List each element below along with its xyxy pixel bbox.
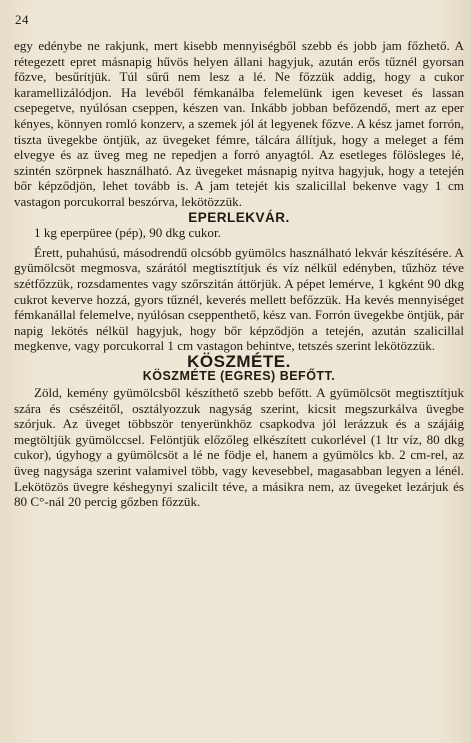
koszmete-heading: KÖSZMÉTE. (187, 351, 291, 371)
eperlekvar-heading: EPERLEKVÁR. (188, 209, 290, 225)
page-body (14, 38, 464, 510)
page-number: 24 (15, 12, 29, 27)
koszmete-befott-paragraph: Zöld, kemény gyümölcsből készíthető szebb befőtt. A gyümölcsöt megtisztítjuk szára és csészéitől, osztályozzuk nagyság szerint, kicsit megszurkálva üvegbe szórjuk. Az üveget többször tenyerünkhöz csapkodva jól lerázzuk és a szájáig megtöltjük gyümölccsel. Felöntjük előzőleg elkészített cukorlével (1 ltr víz, 80 dkg cukor), úgyhogy a gyümölcsöt a lé ne födje el, hanem a gyümölcs kb. 2 cm-rel, az üveg nagysága szerint valamivel több, vagy kevesebbel, magasabban legyen a lénél. Lekötözös üvegre késhegynyi szalicilt téve, a másikra nem, az üvegeket lezárjuk és 80 C°-nál 20 percig gőzben főzzük. (14, 385, 464, 510)
eperlekvar-paragraph: Érett, puhahúsú, másodrendű olcsóbb gyümölcs használható lekvár készítésére. A gyümölcsöt megmosva, szárától megtisztítjuk és víz nélkül edényben, tűzhöz téve szétfőzzük, rozsdamentes vagy szőrszitán áttörjük. A pépet lemérve, 1 kgként 90 dkg cukrot keverve hozzá, gyors tűznél, keverés mellett befőzzük. Ha kevés mennyiséget fémkanállal felemelve, nyúlósan cseppenthető, kész van. Forrón üvegekbe öntjük, pár napig lekötés nélkül hagyjuk, hogy bőr képződjön a tetején, azután szalicillal megkenve, vagy porcukorral 1 cm vastagon behintve, tetszés szerint lekötözzük. (14, 244, 464, 354)
eperlekvar-ingredients: 1 kg eperpüree (pép), 90 dkg cukor. (34, 225, 221, 241)
intro-paragraph: egy edénybe ne rakjunk, mert kisebb mennyiségből szebb és jobb jam főzhető. A rétegezett epret másnapig hűvös helyen állani hagyjuk, azután erős tűznél gyorsan főzve, besűrítjük. Túl sűrű nem lesz a lé. Ne főzzük addig, hogy a cukor karamellizálódjon. Ha levéből fémkanálba felemelünk igen keveset és lassan csepegetve, nyúlósan cseppen, készen van. Inkább jobban befőzendő, mert az eper kényes, könnyen romló konzerv, a szemek jól át legyenek főzve. A kész jamet forrón, tiszta üvegekbe öntjük, az üvegeket fémre, tálcára állítjuk, hogy a meleget a fém elvegye és az üveg meg ne repedjen a forró anyagtól. Az esetleges fölösleges lé, szintén szörpnek használható. Az üvegeket másnapig nyitva hagyjuk, hogy a tetején bőr képződjön, lehet tovább is. A jam tetejét kis szalicillal bekenve vagy 1 cm vastagon porcukorral beszórva, lekötözzük. (14, 38, 464, 209)
koszmete-befott-heading: KÖSZMÉTE (EGRES) BEFŐTT. (142, 369, 336, 384)
